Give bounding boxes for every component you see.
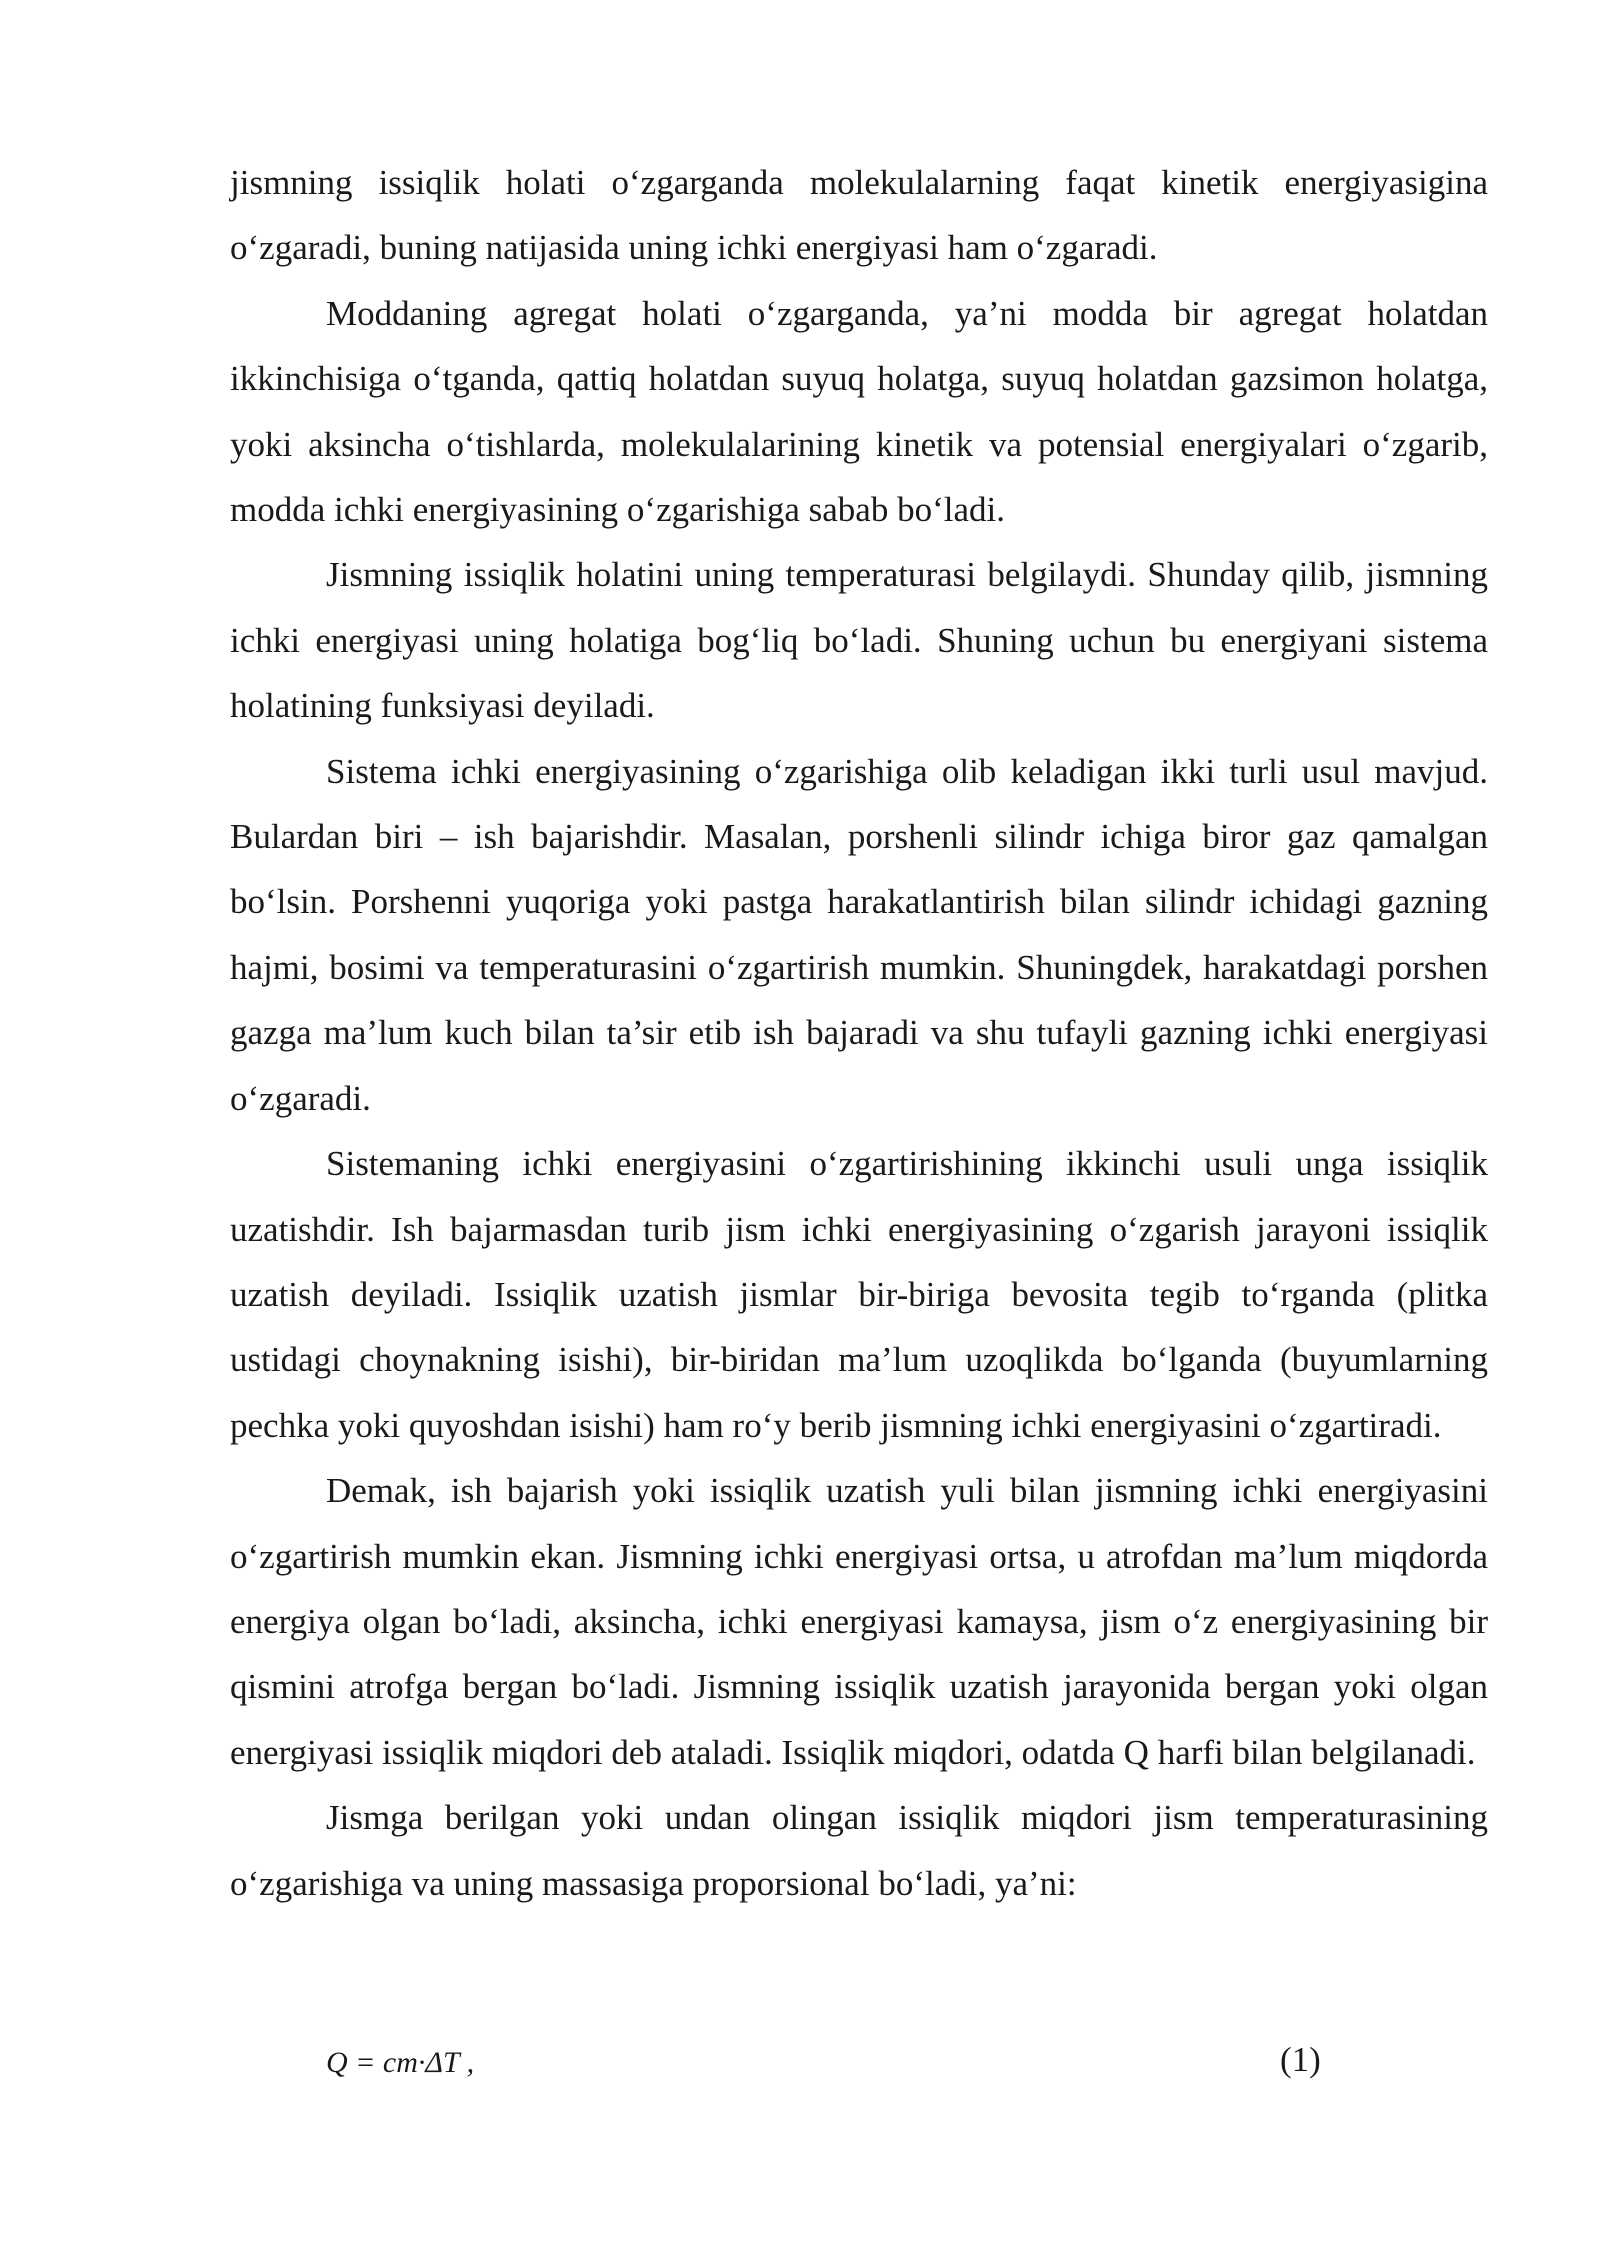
paragraph-2: Moddaning agregat holati o‘zgarganda, ya’ni modda bir agregat holatdan ikkinchisiga o‘tganda, qattiq holatdan suyuq holatga, suyuq holatdan gazsimon holatga, yoki aksincha o‘tishlarda, molekulalarining kinetik va potensial energiyalari o‘zgarib, modda ichki energiyasining o‘zgarishiga sabab bo‘ladi. — [230, 293, 1488, 530]
paragraph-3: Jismning issiqlik holatini uning temperaturasi belgilaydi. Shunday qilib, jismning ichki energiyasi uning holatiga bog‘liq bo‘ladi. Shuning uchun bu energiyani sistema holatining funksiyasi deyiladi. — [230, 555, 1488, 726]
equation-row — [230, 2040, 1330, 2090]
equation-number: (1) — [1280, 2040, 1321, 2079]
equation: Q = cm·ΔT , — [326, 2046, 475, 2079]
paragraph-1: jismning issiqlik holati o‘zgarganda molekulalarning faqat kinetik energiyasigina o‘zgaradi, buning natijasida uning ichki energiyasi ham o‘zgaradi. — [230, 163, 1488, 268]
paragraph-7: Jismga berilgan yoki undan olingan issiqlik miqdori jism temperaturasining o‘zgarishiga va uning massasiga proporsional bo‘ladi, ya’ni: — [230, 1798, 1488, 1903]
body-text — [230, 150, 1488, 1916]
paragraph-6: Demak, ish bajarish yoki issiqlik uzatish yuli bilan jismning ichki energiyasini o‘zgartirish mumkin ekan. Jismning ichki energiyasi ortsa, u atrofdan ma’lum miqdorda energiya olgan bo‘ladi, aksincha, ichki energiyasi kamaysa, jism o‘z energiyasining bir qismini atrofga bergan bo‘ladi. Jismning issiqlik uzatish jarayonida bergan yoki olgan energiyasi issiqlik miqdori deb ataladi. Issiqlik miqdori, odatda Q harfi bilan belgilanadi. — [230, 1471, 1488, 1772]
paragraph-4: Sistema ichki energiyasining o‘zgarishiga olib keladigan ikki turli usul mavjud. Bulardan biri – ish bajarishdir. Masalan, porshenli silindr ichiga biror gaz qamalgan bo‘lsin. Porshenni yuqoriga yoki pastga harakatlantirish bilan silindr ichidagi gazning hajmi, bosimi va temperaturasini o‘zgartirish mumkin. Shuningdek, harakatdagi porshen gazga ma’lum kuch bilan ta’sir etib ish bajaradi va shu tufayli gazning ichki energiyasi o‘zgaradi. — [230, 751, 1488, 1118]
paragraph-5: Sistemaning ichki energiyasini o‘zgartirishining ikkinchi usuli unga issiqlik uzatishdir. Ish bajarmasdan turib jism ichki energiyasining o‘zgarish jarayoni issiqlik uzatish deyiladi. Issiqlik uzatish jismlar bir-biriga bevosita tegib to‘rganda (plitka ustidagi choynakning isishi), bir-biridan ma’lum uzoqlikda bo‘lganda (buyumlarning pechka yoki quyoshdan isishi) ham ro‘y berib jismning ichki energiyasini o‘zgartiradi. — [230, 1144, 1488, 1445]
